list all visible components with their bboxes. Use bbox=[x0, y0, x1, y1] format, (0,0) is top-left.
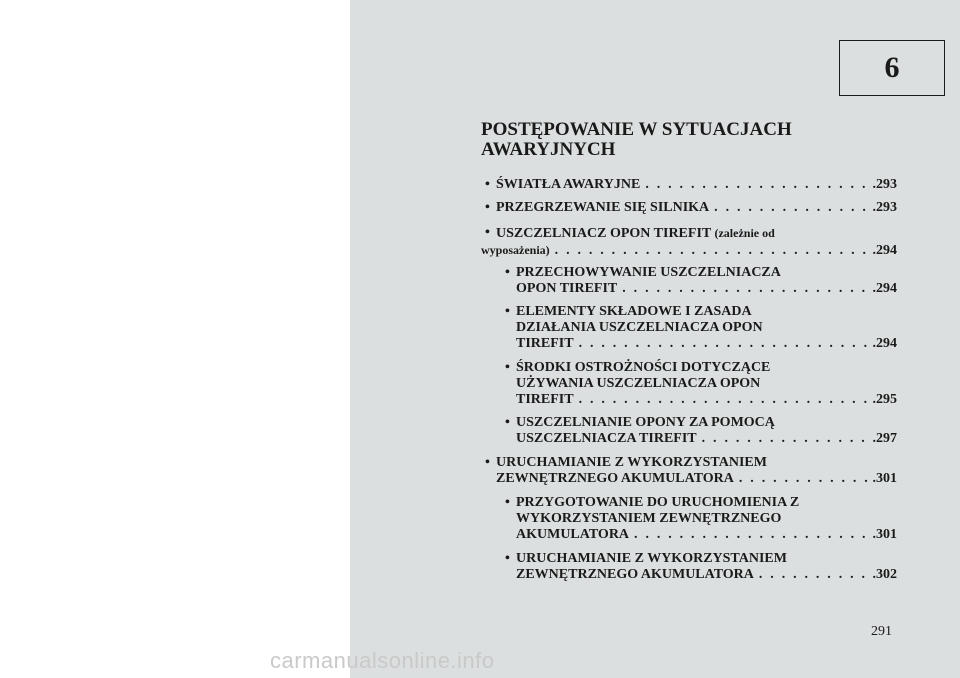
dot-leader bbox=[640, 177, 872, 193]
dot-leader bbox=[617, 281, 872, 297]
dot-leader bbox=[574, 392, 873, 408]
chapter-title: POSTĘPOWANIE W SYTUACJACH AWARYJNYCH bbox=[481, 119, 792, 160]
toc-entry bbox=[505, 304, 897, 352]
toc-entry-title: ELEMENTY SKŁADOWE I ZASADA bbox=[516, 304, 752, 319]
toc-entry bbox=[485, 455, 897, 487]
toc-entry bbox=[505, 495, 897, 543]
dot-leader bbox=[697, 431, 873, 447]
toc-entry-title: USZCZELNIACZ OPON TIREFIT (zależnie od bbox=[496, 226, 775, 241]
watermark: carmanualsonline.info bbox=[270, 648, 495, 673]
bullet-icon: • bbox=[485, 455, 490, 470]
left-blank-page bbox=[0, 0, 350, 678]
bullet-icon: • bbox=[505, 360, 510, 375]
toc-entry-title: UŻYWANIA USZCZELNIACZA OPON bbox=[516, 376, 761, 391]
toc-entry-title: PRZYGOTOWANIE DO URUCHOMIENIA Z bbox=[516, 495, 800, 510]
toc-entry-title: ZEWNĘTRZNEGO AKUMULATORA bbox=[516, 567, 754, 582]
toc-entry-title: OPON TIREFIT bbox=[516, 281, 618, 296]
dot-leader bbox=[754, 567, 873, 583]
bullet-icon: • bbox=[505, 304, 510, 319]
page-number: 291 bbox=[871, 624, 892, 639]
dot-leader bbox=[629, 527, 872, 543]
toc-entry bbox=[505, 551, 897, 583]
toc-entry-title: USZCZELNIANIE OPONY ZA POMOCĄ bbox=[516, 415, 775, 430]
toc-entry bbox=[505, 265, 897, 297]
document-page bbox=[350, 0, 960, 678]
bullet-icon: • bbox=[485, 177, 490, 192]
toc-entry bbox=[485, 200, 897, 216]
toc-entry bbox=[485, 177, 897, 193]
dot-leader bbox=[734, 471, 873, 487]
toc-entry bbox=[505, 360, 897, 408]
toc-entry-title: AKUMULATORA bbox=[516, 527, 630, 542]
toc-entry-title: PRZEGRZEWANIE SIĘ SILNIKA bbox=[496, 200, 710, 215]
toc-entry-title: ŚRODKI OSTROŻNOŚCI DOTYCZĄCE bbox=[516, 360, 771, 375]
toc-page-number: .302 bbox=[872, 567, 897, 582]
toc-entry-title: wyposażenia) bbox=[481, 243, 550, 257]
toc-page-number: .294 bbox=[872, 281, 897, 296]
toc-entry-title: PRZECHOWYWANIE USZCZELNIACZA bbox=[516, 265, 781, 280]
bullet-icon: • bbox=[505, 551, 510, 566]
toc-entry-title: WYKORZYSTANIEM ZEWNĘTRZNEGO bbox=[516, 511, 782, 526]
dot-leader bbox=[550, 243, 873, 259]
toc-page-number: .294 bbox=[872, 336, 897, 351]
toc-entry-title: DZIAŁANIA USZCZELNIACZA OPON bbox=[516, 320, 763, 335]
toc-entry bbox=[505, 415, 897, 447]
toc-entry bbox=[481, 225, 897, 259]
toc-page-number: .293 bbox=[872, 177, 897, 192]
toc-entry-title: USZCZELNIACZA TIREFIT bbox=[516, 431, 697, 446]
bullet-icon: • bbox=[505, 415, 510, 430]
bullet-icon: • bbox=[505, 265, 510, 280]
bullet-icon: • bbox=[485, 200, 490, 215]
toc-entry-title: URUCHAMIANIE Z WYKORZYSTANIEM bbox=[516, 551, 787, 566]
toc-entry-title: ŚWIATŁA AWARYJNE bbox=[496, 177, 641, 192]
toc-page-number: .295 bbox=[872, 392, 897, 407]
toc-page-number: .293 bbox=[872, 200, 897, 215]
toc-entry-title: TIREFIT bbox=[516, 336, 574, 351]
toc-entry-title: URUCHAMIANIE Z WYKORZYSTANIEM bbox=[496, 455, 767, 470]
dot-leader bbox=[574, 336, 873, 352]
bullet-icon: • bbox=[485, 225, 490, 240]
toc-page-number: .301 bbox=[872, 527, 897, 542]
toc-page-number: .301 bbox=[872, 471, 897, 486]
toc-page-number: .297 bbox=[872, 431, 897, 446]
bullet-icon: • bbox=[505, 495, 510, 510]
dot-leader bbox=[709, 200, 872, 216]
toc-entry-title: TIREFIT bbox=[516, 392, 574, 407]
toc-entry-title: ZEWNĘTRZNEGO AKUMULATORA bbox=[496, 471, 734, 486]
toc-page-number: .294 bbox=[872, 243, 897, 258]
chapter-number: 6 bbox=[884, 51, 900, 84]
table-of-contents bbox=[350, 0, 960, 678]
